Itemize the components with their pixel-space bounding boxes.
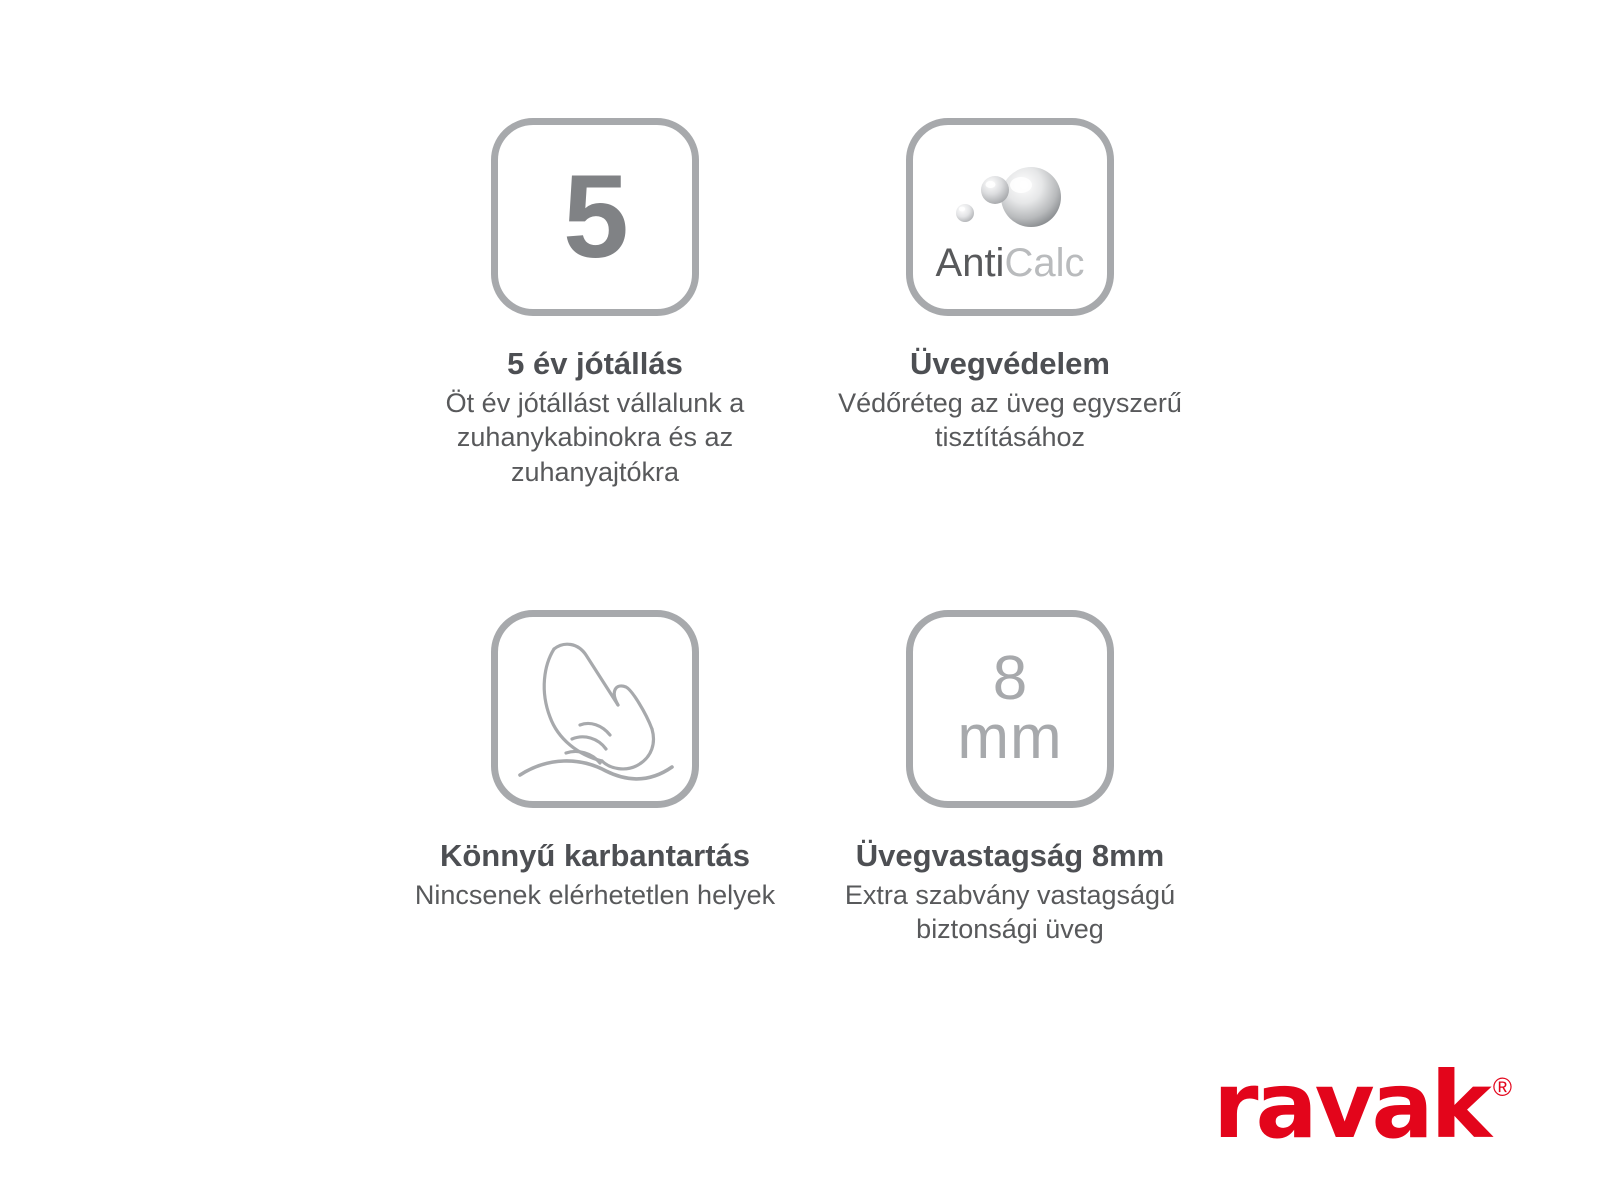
feature-description: Védőréteg az üveg egyszerű tisztításához — [838, 387, 1182, 453]
feature-description: Extra szabvány vastagságú biztonsági üveg — [844, 879, 1176, 945]
thickness-value: 8 — [992, 644, 1028, 714]
feature-title: Üvegvastagság 8mm — [855, 838, 1165, 873]
feature-title: Könnyű karbantartás — [439, 838, 751, 873]
registered-trademark-icon: ® — [1492, 1072, 1512, 1102]
number-5-icon — [491, 118, 699, 316]
thickness-8mm-icon — [906, 610, 1114, 808]
water-droplets-icon — [935, 157, 1085, 239]
feature-description: Öt év jótállást vállalunk a zuhanykabinokra és az zuhanyajtókra — [445, 387, 745, 487]
feature-description: Nincsenek elérhetetlen helyek — [414, 879, 776, 910]
brand-logo — [1213, 1052, 1512, 1159]
feature-glass-thickness — [800, 530, 1600, 1060]
warranty-years-value: 5 — [563, 151, 627, 283]
brand-name: ravak — [1213, 1052, 1489, 1159]
feature-title: 5 év jótállás — [507, 346, 683, 381]
anticalc-anti-text: Anti — [935, 240, 1005, 285]
hand-icon — [506, 621, 684, 797]
anticalc-droplet-icon — [906, 118, 1114, 316]
feature-title: Üvegvédelem — [910, 346, 1110, 381]
feature-glass-protection — [800, 0, 1600, 530]
feature-easy-maintenance — [0, 530, 800, 1060]
feature-warranty — [0, 0, 800, 530]
thickness-unit: mm — [957, 703, 1063, 772]
hand-wiping-icon — [491, 610, 699, 808]
anticalc-calc-text: Calc — [1004, 240, 1085, 285]
anticalc-wordmark — [936, 241, 1085, 286]
